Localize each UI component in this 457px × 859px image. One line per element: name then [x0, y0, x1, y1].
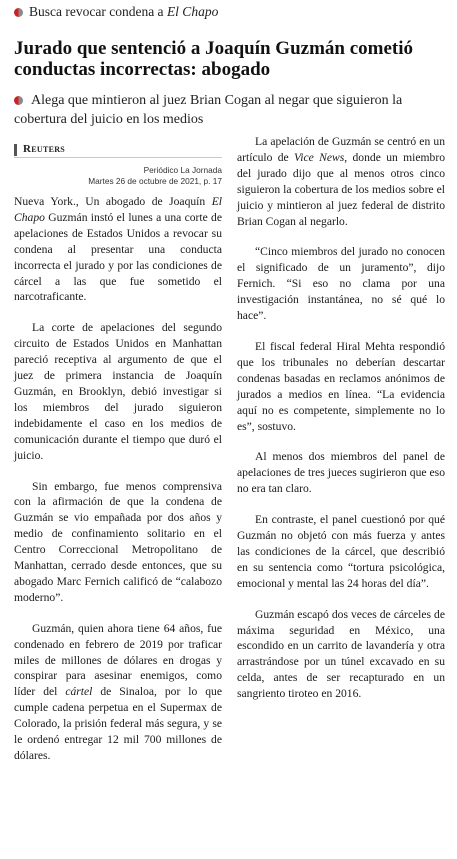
headline: Jurado que sentenció a Joaquín Guzmán cometió conductas incorrectas: abogado — [14, 38, 414, 80]
kicker-italic: El Chapo — [166, 4, 219, 19]
left-column — [14, 143, 222, 779]
paragraph: Guzmán escapó dos veces de cárceles de máxima seguridad en México, una escondido en un carrito de lavandería y otra arrastrándose por un túnel excavado en su celda, antes de ser recapturado en un sangriento tiroteo en 2016. — [237, 607, 445, 701]
paragraph: Nueva York., Un abogado de Joaquín El Chapo Guzmán instó el lunes a una corte de apelaciones de Estados Unidos a revocar su condena al presentar una conducta incorrecta el jurado y por las condiciones de cárcel a las que fue sometido el narcotraficante. — [14, 195, 222, 304]
deck-text: Alega que mintieron al juez Brian Cogan al negar que siguieron la cobertura del juicio en los medios — [14, 93, 403, 127]
bullet-icon — [14, 8, 23, 17]
kicker — [14, 3, 444, 21]
agency-header — [14, 143, 222, 158]
paragraph: La apelación de Guzmán se centró en un artículo de Vice News, donde un miembro del jurado dijo que al menos otros cinco siguieron la cobertura de los medios sobre el juicio y mintieron al juez federal de distrito Brian Cogan al negarlo. — [237, 135, 445, 228]
paragraph: Sin embargo, fue menos comprensiva con la afirmación de que la condena de Guzmán se vio empañada por dos años y medio de confinamiento solitario en el Centro Correccional Metropolitano de Manhattan, cerrado desde entonces, que su abogado Marc Fernich calificó de “calabozo moderno”. — [14, 479, 222, 604]
right-column — [237, 134, 445, 717]
paragraph: El fiscal federal Hiral Mehta respondió que los tribunales no deberían descartar condenas basadas en reclamos anónimos de jurados a medios en línea. “La evidencia aquí no es competente, simplemente no lo es”, sostuvo. — [237, 339, 445, 433]
deck — [14, 91, 446, 129]
source-date: Martes 26 de octubre de 2021, p. 17 — [88, 176, 222, 186]
paragraph: Guzmán, quien ahora tiene 64 años, fue condenado en febrero de 2019 por traficar miles de millones de dólares en drogas y conspirar para asesinar enemigos, como líder del cártel de Sinaloa, por lo que cumple cadena perpetua en el Supermax de Colorado, la prisión federal más segura, y se le ordenó entregar 12 mil 700 millones de dólares. — [14, 621, 222, 762]
agency-bar — [14, 144, 17, 156]
source-block — [14, 165, 222, 187]
bullet-icon — [14, 96, 23, 105]
paragraph: Al menos dos miembros del panel de apelaciones de tres jueces sugirieron que eso no era tan claro. — [237, 450, 445, 496]
paragraph: La corte de apelaciones del segundo circuito de Estados Unidos en Manhattan pareció receptiva al argumento de que el juez de primera instancia de Joaquín Guzmán, en Brooklyn, debió investigar si los miembros del jurado siguieron indebidamente el caso en los medios de comunicación durante el tiempo que duró el juicio. — [14, 321, 222, 462]
kicker-text: Busca revocar condena a — [29, 4, 167, 19]
paragraph: “Cinco miembros del jurado no conocen el significado de un juramento”, dijo Fernich. “Si eso no clama por una investigación instantánea, no sé qué lo hace”. — [237, 245, 445, 323]
source-publication: Periódico La Jornada — [143, 165, 222, 175]
paragraph: En contraste, el panel cuestionó por qué Guzmán no objetó con más fuerza y antes las condiciones de la cárcel, que describió en su sentencia como “tortura psicológica, emocional y mental las 24 horas del día”. — [237, 513, 445, 590]
agency-name: Reuters — [23, 143, 66, 156]
